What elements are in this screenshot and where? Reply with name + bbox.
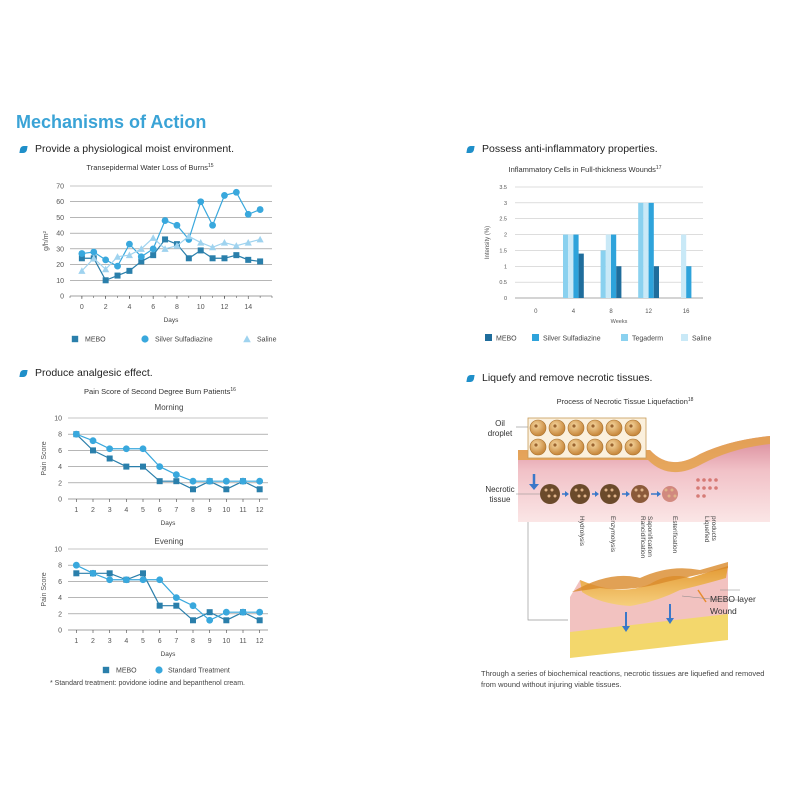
liquefied-particle-icon xyxy=(708,478,712,482)
oil-droplet-icon xyxy=(625,420,641,436)
data-point-standard-treatment xyxy=(206,478,213,485)
y-tick-label: 4 xyxy=(58,595,62,603)
data-point-standard-treatment xyxy=(190,602,197,609)
liquefied-particle-icon xyxy=(702,486,706,490)
x-tick-label: 12 xyxy=(645,309,652,315)
necrotic-speck-icon xyxy=(605,489,608,492)
x-tick-label: 11 xyxy=(239,638,247,645)
data-point-mebo xyxy=(186,255,192,261)
data-point-standard-treatment xyxy=(73,431,80,438)
data-point-standard-treatment xyxy=(106,576,113,583)
bar-saline xyxy=(568,235,573,298)
y-tick-label: 1.5 xyxy=(499,248,507,255)
tewl-title: Transepidermal Water Loss of Burns$^{15}$ xyxy=(86,163,214,172)
bar-saline xyxy=(606,235,611,298)
x-tick-label: 0 xyxy=(79,304,84,311)
oil-droplet-icon xyxy=(534,443,537,446)
necrotic-blob-icon xyxy=(600,484,620,504)
step-label: Liquefied xyxy=(703,516,710,543)
legend-swatch-tegaderm xyxy=(621,334,628,341)
oil-droplet-icon xyxy=(549,420,565,436)
y-axis-label: Pain Score xyxy=(41,572,48,607)
y-tick-label: 40 xyxy=(56,230,64,238)
step-label: Enzymolysis xyxy=(609,516,616,553)
x-tick-label: 9 xyxy=(207,638,212,645)
data-point-mebo xyxy=(233,252,239,258)
data-point-silver-sulfadiazine xyxy=(78,250,85,257)
oil-droplet-icon xyxy=(530,439,546,455)
legend-marker-mebo xyxy=(103,667,109,673)
necrotic-speck-icon xyxy=(584,495,587,498)
y-tick-label: 3 xyxy=(503,200,507,207)
necrotic-speck-icon xyxy=(668,495,671,498)
morning-subtitle: Morning xyxy=(154,403,184,412)
x-tick-label: 1 xyxy=(74,638,79,645)
y-tick-label: 0 xyxy=(58,496,62,504)
data-point-silver-sulfadiazine xyxy=(221,192,228,199)
x-tick-label: 8 xyxy=(174,304,179,311)
data-point-mebo xyxy=(90,447,96,453)
bar-tegaderm xyxy=(601,250,606,298)
necrotic-speck-icon xyxy=(611,489,614,492)
data-point-mebo xyxy=(210,255,216,261)
bullet-icon xyxy=(466,146,474,153)
x-tick-label: 14 xyxy=(244,304,253,311)
step-label: Esterification xyxy=(671,516,678,554)
y-tick-label: 60 xyxy=(56,199,64,207)
wound-label: Wound xyxy=(710,606,737,616)
necrotic-speck-icon xyxy=(638,495,641,498)
data-point-silver-sulfadiazine xyxy=(150,245,157,252)
data-point-mebo xyxy=(173,478,179,484)
data-point-silver-sulfadiazine xyxy=(114,263,121,270)
oil-droplet-icon xyxy=(625,439,641,455)
section-necrotic-header xyxy=(467,372,652,384)
data-point-mebo xyxy=(198,247,204,253)
bullet-icon xyxy=(466,375,474,382)
data-point-mebo xyxy=(103,277,109,283)
y-tick-label: 8 xyxy=(58,431,62,439)
data-point-mebo xyxy=(190,486,196,492)
data-point-mebo xyxy=(73,570,79,576)
data-point-mebo xyxy=(150,252,156,258)
data-point-saline xyxy=(197,239,204,246)
liquefaction-diagram xyxy=(470,392,780,667)
x-tick-label: 8 xyxy=(609,309,613,315)
x-tick-label: 2 xyxy=(91,638,95,645)
section-moist-label: Provide a physiological moist environment. xyxy=(35,143,235,155)
data-point-saline xyxy=(126,252,133,259)
section-moist-header xyxy=(20,143,234,155)
legend-label: MEBO xyxy=(85,336,106,344)
data-point-silver-sulfadiazine xyxy=(209,222,216,229)
data-point-standard-treatment xyxy=(140,576,147,583)
bar-silver-sulfadiazine xyxy=(649,203,654,298)
necrotic-label-1: Necrotic xyxy=(485,485,515,494)
necrotic-speck-icon xyxy=(665,489,668,492)
data-point-mebo xyxy=(140,570,146,576)
y-tick-label: 1 xyxy=(503,264,507,271)
data-point-mebo xyxy=(223,486,229,492)
x-axis-label: Days xyxy=(160,520,176,527)
liquefied-particle-icon xyxy=(714,478,718,482)
data-point-mebo xyxy=(140,464,146,470)
necrotic-speck-icon xyxy=(674,495,677,498)
legend-label: MEBO xyxy=(496,335,517,343)
liquefied-particle-icon xyxy=(696,478,700,482)
oil-droplet-icon xyxy=(572,443,575,446)
necrotic-speck-icon xyxy=(548,495,551,498)
diagram-title: Process of Necrotic Tissue Liquefaction$^{18}$ xyxy=(556,397,694,406)
x-tick-label: 12 xyxy=(220,304,229,311)
legend-marker-standard-treatment xyxy=(155,666,162,673)
necrotic-speck-icon xyxy=(644,495,647,498)
x-tick-label: 2 xyxy=(103,304,108,311)
data-point-mebo xyxy=(257,258,263,264)
section-antiinflam-label: Possess anti-inflammatory properties. xyxy=(482,143,658,155)
oil-droplet-icon xyxy=(591,424,594,427)
x-tick-label: 4 xyxy=(124,507,129,514)
data-point-standard-treatment xyxy=(123,445,130,452)
data-point-standard-treatment xyxy=(106,445,113,452)
data-point-mebo xyxy=(115,273,121,279)
y-axis-label: Intensity (%) xyxy=(485,225,491,260)
x-tick-label: 4 xyxy=(571,309,576,315)
legend-label: MEBO xyxy=(116,667,137,675)
data-point-silver-sulfadiazine xyxy=(162,217,169,224)
data-point-silver-sulfadiazine xyxy=(174,222,181,229)
necrotic-blob-icon xyxy=(631,485,649,503)
x-tick-label: 3 xyxy=(107,507,112,514)
data-point-standard-treatment xyxy=(173,594,180,601)
bar-saline xyxy=(643,203,648,298)
y-tick-label: 6 xyxy=(58,447,62,455)
x-tick-label: 0 xyxy=(534,309,538,315)
bar-tegaderm xyxy=(638,203,643,298)
y-tick-label: 10 xyxy=(54,546,62,554)
x-tick-label: 9 xyxy=(207,507,212,514)
x-tick-label: 8 xyxy=(191,638,195,645)
bar-mebo xyxy=(654,266,659,298)
x-tick-label: 16 xyxy=(682,309,690,315)
x-tick-label: 1 xyxy=(74,507,79,514)
oil-droplet-icon xyxy=(629,443,632,446)
bar-saline xyxy=(681,235,686,298)
data-point-standard-treatment xyxy=(73,562,80,569)
data-point-standard-treatment xyxy=(90,570,97,577)
pain-title: Pain Score of Second Degree Burn Patients$^{16}$ xyxy=(84,387,236,396)
tewl-chart xyxy=(30,158,280,353)
section-antiinflam-header xyxy=(467,143,658,155)
data-point-standard-treatment xyxy=(156,463,163,470)
evening-subtitle: Evening xyxy=(154,537,184,546)
x-tick-label: 6 xyxy=(157,507,162,514)
bar-mebo xyxy=(579,254,584,298)
legend-label: Tegaderm xyxy=(632,335,664,343)
data-point-standard-treatment xyxy=(240,609,247,616)
legend-swatch-silver-sulfadiazine xyxy=(532,334,539,341)
data-point-silver-sulfadiazine xyxy=(138,253,145,260)
bullet-icon xyxy=(19,146,27,153)
x-tick-label: 12 xyxy=(255,638,264,645)
y-tick-label: 8 xyxy=(58,562,62,570)
step-label: Saponification xyxy=(646,516,653,557)
liquefied-particle-icon xyxy=(708,486,712,490)
data-point-standard-treatment xyxy=(190,478,197,485)
x-tick-label: 5 xyxy=(141,638,145,645)
legend-label: Saline xyxy=(692,335,712,343)
oil-droplet-icon xyxy=(530,420,546,436)
necrotic-speck-icon xyxy=(545,489,548,492)
necrotic-speck-icon xyxy=(554,495,557,498)
oil-droplet-icon xyxy=(568,439,584,455)
data-point-standard-treatment xyxy=(223,478,230,485)
legend-label: Standard Treatment xyxy=(168,667,230,675)
data-point-saline xyxy=(209,244,216,251)
data-point-silver-sulfadiazine xyxy=(233,189,240,196)
liquefied-particle-icon xyxy=(702,478,706,482)
y-tick-label: 0.5 xyxy=(499,280,507,287)
data-point-mebo xyxy=(107,570,113,576)
bar-silver-sulfadiazine xyxy=(573,235,578,298)
x-axis-label: Days xyxy=(160,651,176,658)
oil-droplet-icon xyxy=(606,439,622,455)
oil-droplet-icon xyxy=(591,443,594,446)
data-point-standard-treatment xyxy=(173,471,180,478)
y-tick-label: 2.5 xyxy=(499,216,507,223)
x-tick-label: 4 xyxy=(124,638,129,645)
necrotic-speck-icon xyxy=(635,489,638,492)
x-tick-label: 7 xyxy=(174,638,179,645)
data-point-standard-treatment xyxy=(240,478,247,485)
data-point-mebo xyxy=(157,603,163,609)
bullet-icon xyxy=(19,370,27,377)
oil-droplet-icon xyxy=(587,420,603,436)
x-tick-label: 10 xyxy=(196,304,205,311)
data-point-standard-treatment xyxy=(123,576,130,583)
necrotic-speck-icon xyxy=(671,489,674,492)
legend-label: Silver Sulfadiazine xyxy=(543,335,601,343)
data-point-standard-treatment xyxy=(206,617,213,624)
data-point-silver-sulfadiazine xyxy=(126,241,133,248)
x-tick-label: 12 xyxy=(255,507,264,514)
legend-marker-silver-sulfadiazine xyxy=(141,335,148,342)
data-point-mebo xyxy=(173,603,179,609)
x-tick-label: 5 xyxy=(141,507,145,514)
necrotic-speck-icon xyxy=(614,495,617,498)
y-tick-label: 2 xyxy=(503,232,507,239)
y-tick-label: 10 xyxy=(54,415,62,423)
necrotic-speck-icon xyxy=(551,489,554,492)
oil-droplet-icon xyxy=(553,443,556,446)
y-tick-label: 6 xyxy=(58,578,62,586)
data-point-silver-sulfadiazine xyxy=(102,256,109,263)
bar-silver-sulfadiazine xyxy=(686,266,691,298)
data-point-mebo xyxy=(257,486,263,492)
y-tick-label: 0 xyxy=(58,627,62,635)
inflam-chart xyxy=(475,158,725,353)
bar-silver-sulfadiazine xyxy=(611,235,616,298)
page-title: Mechanisms of Action xyxy=(16,112,207,132)
data-point-mebo xyxy=(223,617,229,623)
y-tick-label: 2 xyxy=(58,480,62,488)
step-label: products xyxy=(710,516,717,541)
section-necrotic-label: Liquefy and remove necrotic tissues. xyxy=(482,372,653,384)
y-tick-label: 2 xyxy=(58,611,62,619)
series-line-mebo xyxy=(76,573,259,620)
necrotic-speck-icon xyxy=(641,489,644,492)
y-tick-label: 70 xyxy=(56,183,64,191)
necrotic-blob-icon xyxy=(570,484,590,504)
bar-tegaderm xyxy=(563,235,568,298)
x-tick-label: 10 xyxy=(222,638,231,645)
data-point-silver-sulfadiazine xyxy=(257,206,264,213)
data-point-standard-treatment xyxy=(140,445,147,452)
necrotic-speck-icon xyxy=(608,495,611,498)
pain-chart xyxy=(30,382,280,682)
series-line-standard-treatment xyxy=(76,434,259,481)
liquefied-particle-icon xyxy=(696,486,700,490)
section-analgesic-label: Produce analgesic effect. xyxy=(35,367,153,379)
section-analgesic-header xyxy=(20,367,153,379)
y-tick-label: 30 xyxy=(56,246,64,254)
necrotic-blob-icon xyxy=(662,486,678,502)
y-tick-label: 0 xyxy=(503,296,507,302)
y-axis-label: g/h/m² xyxy=(43,231,50,251)
legend-swatch-mebo xyxy=(485,334,492,341)
oil-droplet-icon xyxy=(572,424,575,427)
data-point-mebo xyxy=(162,236,168,242)
x-tick-label: 6 xyxy=(157,638,162,645)
footnote: * Standard treatment: povidone iodine and bepanthenol cream. xyxy=(50,680,245,687)
oil-droplet-icon xyxy=(610,443,613,446)
y-tick-label: 4 xyxy=(58,464,62,472)
y-axis-label: Pain Score xyxy=(41,441,48,476)
data-point-standard-treatment xyxy=(256,609,263,616)
data-point-saline xyxy=(257,236,264,243)
data-point-mebo xyxy=(123,464,129,470)
data-point-saline xyxy=(150,234,157,241)
x-tick-label: 7 xyxy=(174,507,179,514)
data-point-mebo xyxy=(190,617,196,623)
necrotic-blob-icon xyxy=(540,484,560,504)
data-point-silver-sulfadiazine xyxy=(245,211,252,218)
x-tick-label: 3 xyxy=(107,638,112,645)
diagram-caption: Through a series of biochemical reactions, necrotic tissues are liquefied and removed from wound without injuring viable tissues. xyxy=(481,669,765,689)
data-point-mebo xyxy=(245,257,251,263)
legend-label: Saline xyxy=(257,336,277,344)
necrotic-speck-icon xyxy=(575,489,578,492)
legend-marker-mebo xyxy=(72,336,78,342)
step-label: Hydrolysis xyxy=(578,516,585,546)
necrotic-label-2: tissue xyxy=(489,495,511,504)
data-point-mebo xyxy=(107,456,113,462)
data-point-standard-treatment xyxy=(90,437,97,444)
oil-droplet-icon xyxy=(549,439,565,455)
liquefied-particle-icon xyxy=(702,494,706,498)
data-point-mebo xyxy=(207,609,213,615)
y-tick-label: 20 xyxy=(56,262,64,270)
oil-droplet-icon xyxy=(587,439,603,455)
y-tick-label: 0 xyxy=(60,293,64,301)
oil-droplet-icon xyxy=(610,424,613,427)
x-tick-label: 11 xyxy=(239,507,247,514)
process-steps xyxy=(578,516,717,559)
x-tick-label: 8 xyxy=(191,507,195,514)
x-axis-label: Days xyxy=(163,317,179,324)
oil-droplet-icon xyxy=(629,424,632,427)
oil-droplet-icon xyxy=(568,420,584,436)
data-point-mebo xyxy=(221,255,227,261)
oil-droplet-icon xyxy=(553,424,556,427)
necrotic-speck-icon xyxy=(578,495,581,498)
data-point-silver-sulfadiazine xyxy=(90,249,97,256)
data-point-mebo xyxy=(257,617,263,623)
x-tick-label: 10 xyxy=(222,507,231,514)
data-point-mebo xyxy=(157,478,163,484)
liquefied-particle-icon xyxy=(714,486,718,490)
data-point-mebo xyxy=(126,268,132,274)
y-tick-label: 10 xyxy=(56,277,64,285)
legend-swatch-saline xyxy=(681,334,688,341)
step-label: Rancidification xyxy=(639,516,646,559)
data-point-standard-treatment xyxy=(156,576,163,583)
mebo-layer-label: MEBO layer xyxy=(710,594,756,604)
oil-label-1: Oil xyxy=(495,419,505,428)
x-axis-label: Weeks xyxy=(610,319,628,325)
oil-droplet-icon xyxy=(606,420,622,436)
legend-label: Silver Sulfadiazine xyxy=(155,336,213,344)
data-point-standard-treatment xyxy=(256,478,263,485)
x-tick-label: 2 xyxy=(91,507,95,514)
legend-marker-saline xyxy=(243,335,251,342)
liquefied-particle-icon xyxy=(696,494,700,498)
data-point-standard-treatment xyxy=(223,609,230,616)
inflam-title: Inflammatory Cells in Full-thickness Wounds$^{17}$ xyxy=(508,165,662,174)
y-tick-label: 50 xyxy=(56,214,64,222)
y-tick-label: 3.5 xyxy=(499,185,507,191)
data-point-silver-sulfadiazine xyxy=(197,198,204,205)
oil-droplet-icon xyxy=(534,424,537,427)
x-tick-label: 4 xyxy=(127,304,132,311)
oil-label-2: droplet xyxy=(487,429,513,438)
necrotic-speck-icon xyxy=(581,489,584,492)
bar-mebo xyxy=(616,266,621,298)
x-tick-label: 6 xyxy=(151,304,156,311)
data-point-saline xyxy=(221,239,228,246)
